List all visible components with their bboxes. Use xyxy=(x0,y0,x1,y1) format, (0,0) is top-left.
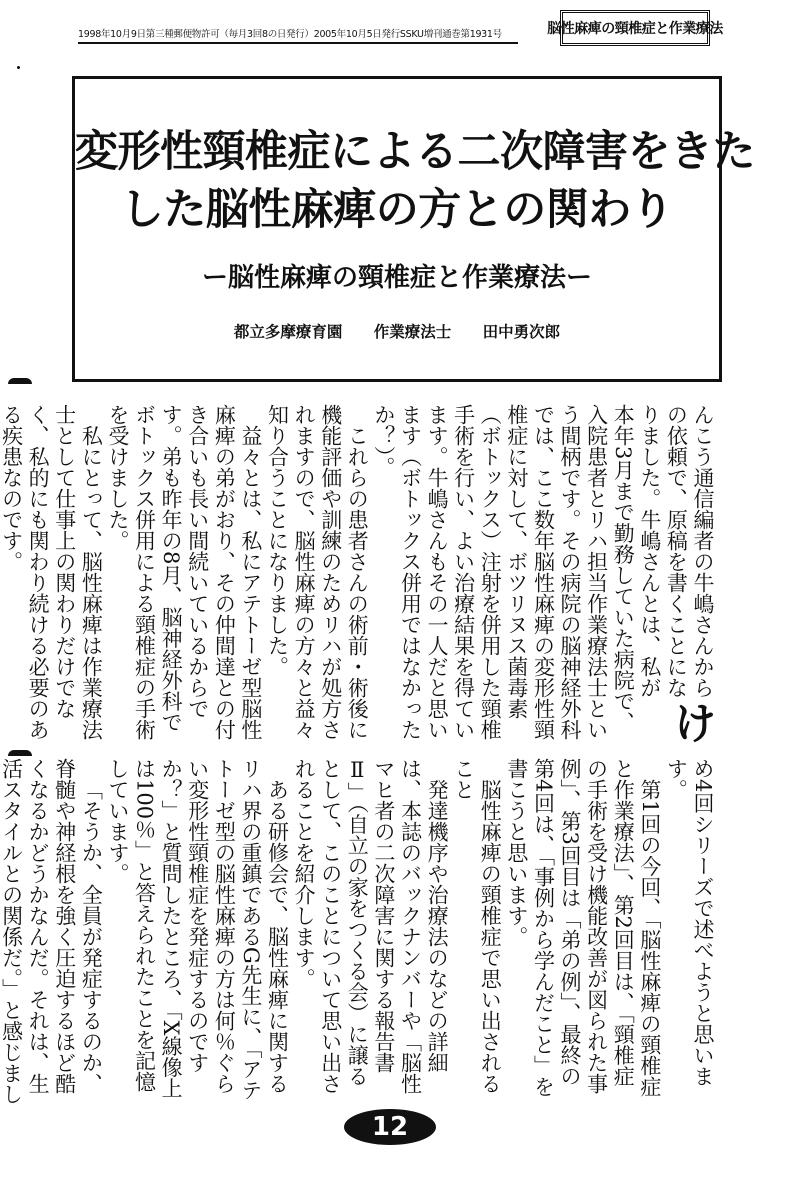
author-affiliation: 都立多摩療育園 xyxy=(233,323,343,341)
paragraph xyxy=(370,404,716,744)
paragraph: 発達機序や治療法のなどの詳細は、本誌のバックナンバーや「脳性マヒ者の二次障害に関する報告書Ⅱ」（自立の家をつくる会）に譲るとして、このことについて思い出されることを紹介します。 xyxy=(292,758,450,1094)
author-name: 田中勇次郎 xyxy=(482,323,561,341)
author-role: 作業療法士 xyxy=(373,323,452,341)
section-heading: 脳性麻痺の頸椎症で思い出されること xyxy=(451,758,503,1094)
publication-info: 1998年10月9日第三種郵便物許可（毎月3回8の日発行）2005年10月5日発行SSKU増刊通巻第1931号 xyxy=(78,26,518,44)
scan-speck xyxy=(17,66,20,69)
article-title xyxy=(75,79,755,239)
article-subtitle: ー脳性麻痺の頸椎症と作業療法ー xyxy=(201,263,592,293)
paragraph: 益々とは、私にアテトーゼ型脳性麻痺の弟がおり、その仲間達との付き合いも長い間続いているからです。弟も昨年の8月、脳神経外科でボトックス併用による頸椎症の手術を受けました。 xyxy=(105,404,263,740)
punch-hole-mark xyxy=(8,750,32,756)
article-title-line2: した脳性麻痺の方との関わり xyxy=(120,185,674,235)
series-tag: 脳性麻痺の頸椎症と作業療法 xyxy=(560,10,710,46)
paragraph-text: んこう通信編者の牛嶋さんからの依頼で、原稿を書くことになりました。牛嶋さんとは、私が本年3月まで勤務していた病院で、入院患者とリハ担当作業療法士という間柄です。その病院の脳神経外科では、ここ数年脳性麻痺の変形性頸椎症に対して、ボツリヌス菌毒素（ボトックス）注射を併用した頸椎手術を行い、よい治療結果を得ています。牛嶋さんもその一人だと思います（ボトックス併用ではなかったか？）。 xyxy=(371,404,715,740)
paragraph: ある研修会で、脳性麻痺に関するリハ界の重鎮であるG先生に、「アテトーゼ型の脳性麻痺の方は何％ぐらい変形性頸椎症を発症するのですか？」と質問したところ、「X線像上は100％」と答えられたことを記憶しています。 xyxy=(105,758,290,1101)
body-column-bottom xyxy=(0,758,716,1106)
paragraph: 私にとって、脳性麻痺は作業療法士として仕事上の関わりだけでなく、私的にも関わり続ける必要のある疾患なのです。 xyxy=(0,404,104,740)
paragraph: 第1回の今回、「脳性麻痺の頸椎症と作業療法」、第2回目は、「頸椎症の手術を受け機能改善が図られた事例」、第3回目は「弟の例」、最終の第4回は、「事例から学んだこと」を書こうと思います。 xyxy=(504,758,662,1097)
article-title-line1: 変形性頸椎症による二次障害をきた xyxy=(75,127,755,177)
paragraph: 「そうか、全員が発症するのか、脊髄や神経根を強く圧迫するほど酷くなるかどうかなんだ。それは、生活スタイルとの関係だ。」と感じまし xyxy=(0,758,104,1105)
paragraph: め4回シリーズで述べようと思います。 xyxy=(664,758,715,1087)
author-line xyxy=(75,320,719,342)
title-box xyxy=(72,76,755,382)
punch-hole-mark xyxy=(8,378,32,384)
page-number: 12 xyxy=(344,1109,436,1145)
paragraph: これらの患者さんの術前・術後に機能評価や訓練のためリハが処方されますので、脳性麻痺の方々と益々知り合うことになりました。 xyxy=(265,404,370,740)
body-column-top xyxy=(0,404,716,744)
drop-cap: け xyxy=(665,700,716,744)
